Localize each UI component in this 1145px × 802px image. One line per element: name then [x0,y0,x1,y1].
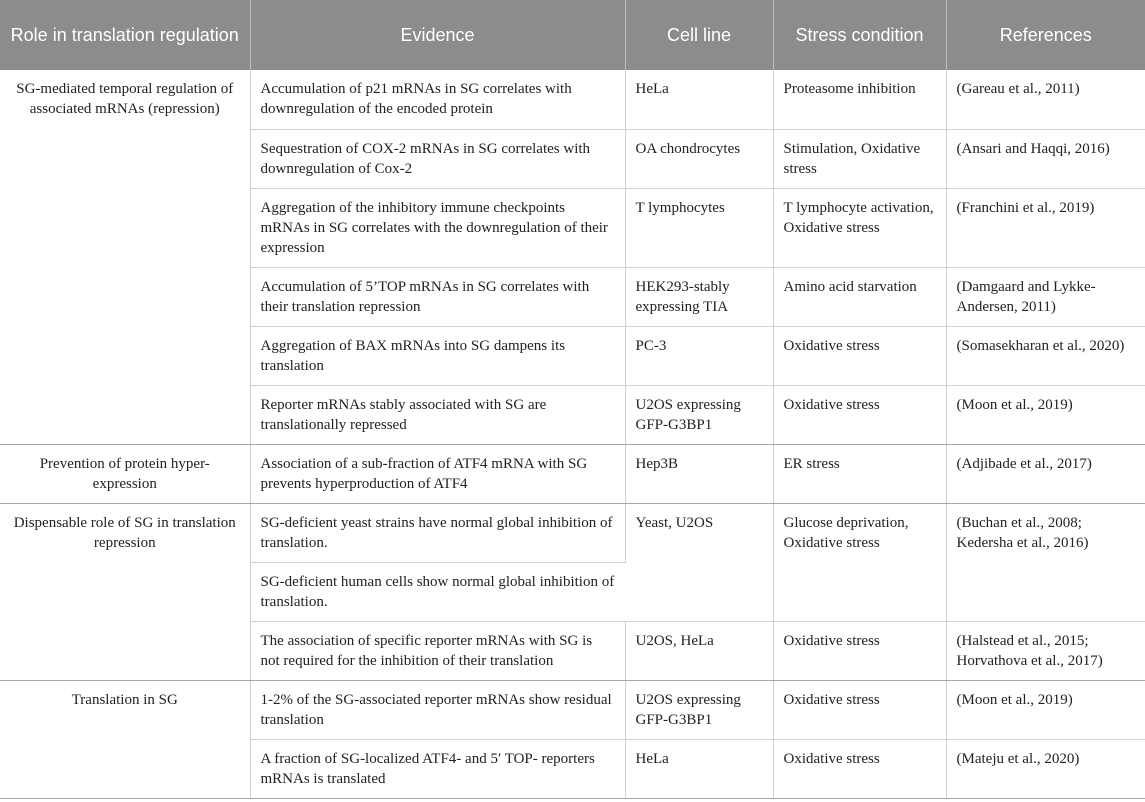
header-references: References [946,0,1145,70]
reference-cell: (Halstead et al., 2015; Horvathova et al., 2017) [946,621,1145,680]
cell-line-cell: OA chondrocytes [625,129,773,188]
cell-line-cell: Yeast, U2OS [625,503,773,621]
evidence-cell: Aggregation of the inhibitory immune checkpoints mRNAs in SG correlates with the downregulation of their expression [250,188,625,267]
reference-cell: (Moon et al., 2019) [946,385,1145,444]
evidence-cell: SG-deficient yeast strains have normal global inhibition of translation. [250,503,625,562]
cell-line-cell: HeLa [625,739,773,798]
cell-line-cell: U2OS expressing GFP-G3BP1 [625,680,773,739]
table-row [0,70,1145,129]
reference-cell: (Buchan et al., 2008; Kedersha et al., 2016) [946,503,1145,621]
stress-cell: T lymphocyte activation, Oxidative stress [773,188,946,267]
reference-cell: (Ansari and Haqqi, 2016) [946,129,1145,188]
stress-cell: Amino acid starvation [773,267,946,326]
stress-cell: Oxidative stress [773,621,946,680]
role-cell: SG-mediated temporal regulation of associated mRNAs (repression) [0,70,250,444]
cell-line-cell: PC-3 [625,326,773,385]
reference-cell: (Gareau et al., 2011) [946,70,1145,129]
evidence-cell: A fraction of SG-localized ATF4- and 5′ TOP- reporters mRNAs is translated [250,739,625,798]
stress-cell: Glucose deprivation, Oxidative stress [773,503,946,621]
reference-cell: (Adjibade et al., 2017) [946,444,1145,503]
stress-cell: Oxidative stress [773,326,946,385]
cell-line-cell: U2OS, HeLa [625,621,773,680]
header-evidence: Evidence [250,0,625,70]
stress-cell: Stimulation, Oxidative stress [773,129,946,188]
reference-cell: (Damgaard and Lykke-Andersen, 2011) [946,267,1145,326]
reference-cell: (Moon et al., 2019) [946,680,1145,739]
header-cell-line: Cell line [625,0,773,70]
cell-line-cell: Hep3B [625,444,773,503]
evidence-cell: Sequestration of COX-2 mRNAs in SG correlates with downregulation of Cox-2 [250,129,625,188]
cell-line-cell: T lymphocytes [625,188,773,267]
header-row [0,0,1145,70]
stress-cell: Oxidative stress [773,385,946,444]
evidence-cell: Aggregation of BAX mRNAs into SG dampens its translation [250,326,625,385]
cell-line-cell: HEK293-stably expressing TIA [625,267,773,326]
reference-cell: (Mateju et al., 2020) [946,739,1145,798]
evidence-cell: 1-2% of the SG-associated reporter mRNAs show residual translation [250,680,625,739]
evidence-cell: The association of specific reporter mRNAs with SG is not required for the inhibition of their translation [250,621,625,680]
table-row [0,444,1145,503]
evidence-cell: SG-deficient human cells show normal global inhibition of translation. [250,562,625,621]
stress-cell: ER stress [773,444,946,503]
table-row [0,680,1145,739]
role-cell: Translation in SG [0,680,250,798]
header-role: Role in translation regulation [0,0,250,70]
stress-cell: Oxidative stress [773,680,946,739]
role-cell: Prevention of protein hyper-expression [0,444,250,503]
reference-cell: (Franchini et al., 2019) [946,188,1145,267]
reference-cell: (Somasekharan et al., 2020) [946,326,1145,385]
header-stress-condition: Stress condition [773,0,946,70]
cell-line-cell: HeLa [625,70,773,129]
stress-cell: Proteasome inhibition [773,70,946,129]
evidence-cell: Accumulation of 5’TOP mRNAs in SG correlates with their translation repression [250,267,625,326]
cell-line-cell: U2OS expressing GFP-G3BP1 [625,385,773,444]
evidence-cell: Reporter mRNAs stably associated with SG are translationally repressed [250,385,625,444]
table-row [0,503,1145,562]
role-cell: Dispensable role of SG in translation repression [0,503,250,680]
evidence-cell: Association of a sub-fraction of ATF4 mRNA with SG prevents hyperproduction of ATF4 [250,444,625,503]
stress-cell: Oxidative stress [773,739,946,798]
evidence-cell: Accumulation of p21 mRNAs in SG correlates with downregulation of the encoded protein [250,70,625,129]
